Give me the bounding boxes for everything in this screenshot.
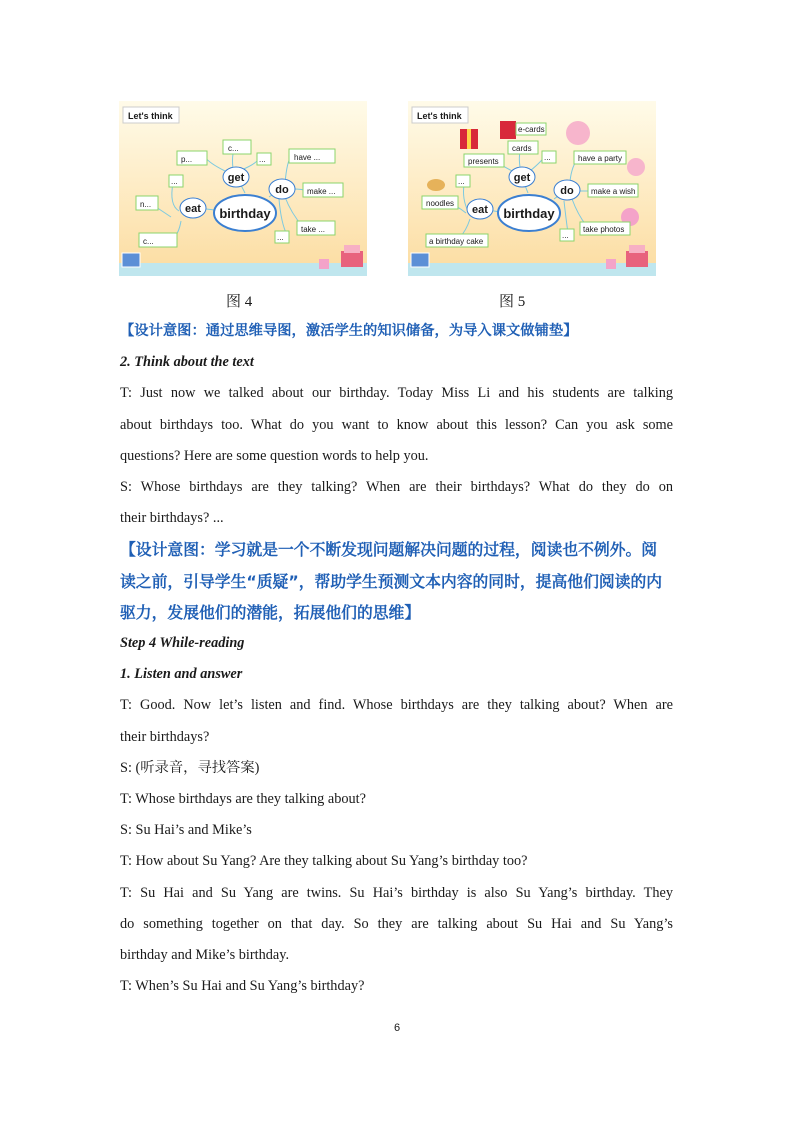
hub-do: do — [275, 184, 289, 196]
text-line: their birthdays? — [120, 728, 210, 745]
text-line: T: Su Hai and Su Yang are twins. Su Hai’s birthday is also Su Yang’s birthday. They — [120, 884, 673, 901]
design-intent-note: 【设计意图：通过思维导图，激活学生的知识储备，为导入课文做铺垫】 — [120, 323, 578, 339]
figure-4-mindmap — [119, 101, 367, 276]
text-line: S: Whose birthdays are they talking? When are their birthdays? What do they do on — [120, 479, 673, 496]
leaf: cards — [512, 144, 532, 153]
text-line: S: Su Hai’s and Mike’s — [120, 822, 252, 839]
leaf: p... — [181, 155, 193, 164]
hub-eat: eat — [185, 203, 201, 215]
leaf: take ... — [301, 225, 326, 234]
leaf: ... — [171, 177, 178, 186]
text-line: T: Just now we talked about our birthday. Today Miss Li and his students are talking — [120, 385, 673, 402]
section-heading: 2. Think about the text — [120, 354, 254, 371]
leaf: ... — [544, 153, 551, 162]
text-line: T: When’s Su Hai and Su Yang’s birthday? — [120, 978, 365, 995]
leaf: take photos — [583, 225, 625, 234]
figure-5-caption: 图 5 — [499, 294, 526, 310]
leaf: ... — [562, 231, 569, 240]
hub-get: get — [227, 172, 245, 184]
design-intent-note: 【设计意图：学习就是一个不断发现问题解决问题的过程，阅读也不例外。阅 — [120, 540, 658, 560]
hub-do: do — [560, 185, 574, 197]
leaf: ... — [458, 177, 465, 186]
leaf: ... — [277, 233, 284, 242]
document-body — [120, 316, 673, 1002]
leaf: c... — [228, 144, 239, 153]
design-intent-note: 驱力，发展他们的潜能，拓展他们的思维】 — [120, 602, 421, 622]
mindmap-title: Let's think — [128, 111, 173, 121]
figure-4-caption: 图 4 — [226, 294, 253, 310]
leaf: a birthday cake — [429, 237, 484, 246]
center-node: birthday — [503, 206, 555, 221]
section-heading: Step 4 While-reading — [120, 635, 245, 652]
leaf: n... — [140, 200, 152, 209]
leaf: make ... — [307, 187, 336, 196]
leaf: have ... — [294, 153, 321, 162]
design-intent-note: 读之前，引导学生“质疑”，帮助学生预测文本内容的同时，提高他们阅读的内 — [120, 571, 663, 591]
hub-eat: eat — [472, 204, 488, 216]
text-line: S: (听录音，寻找答案) — [120, 759, 260, 776]
hub-get: get — [513, 172, 531, 184]
page-number: 6 — [393, 1022, 401, 1034]
figure-5-mindmap — [408, 101, 656, 276]
text-line: do something together on that day. So they are talking about Su Hai and Su Yang’s — [120, 915, 673, 932]
text-line: T: How about Su Yang? Are they talking about Su Yang’s birthday too? — [120, 853, 528, 870]
mindmap-title: Let's think — [417, 111, 462, 121]
center-node: birthday — [219, 206, 271, 221]
leaf: make a wish — [591, 187, 636, 196]
text-line: questions? Here are some question words to help you. — [120, 447, 429, 464]
leaf: e-cards — [518, 125, 545, 134]
text-line: T: Good. Now let’s listen and find. Whose birthdays are they talking about? When are — [120, 697, 673, 714]
leaf: c... — [143, 237, 154, 246]
leaf: ... — [259, 155, 266, 164]
leaf: noodles — [426, 199, 455, 208]
text-line: T: Whose birthdays are they talking about? — [120, 791, 366, 808]
text-line: birthday and Mike’s birthday. — [120, 947, 290, 964]
section-heading: 1. Listen and answer — [120, 666, 243, 683]
leaf: have a party — [578, 154, 623, 163]
text-line: their birthdays? ... — [120, 510, 224, 527]
leaf: presents — [468, 157, 499, 166]
text-line: about birthdays too. What do you want to know about this lesson? Can you ask some — [120, 416, 673, 433]
